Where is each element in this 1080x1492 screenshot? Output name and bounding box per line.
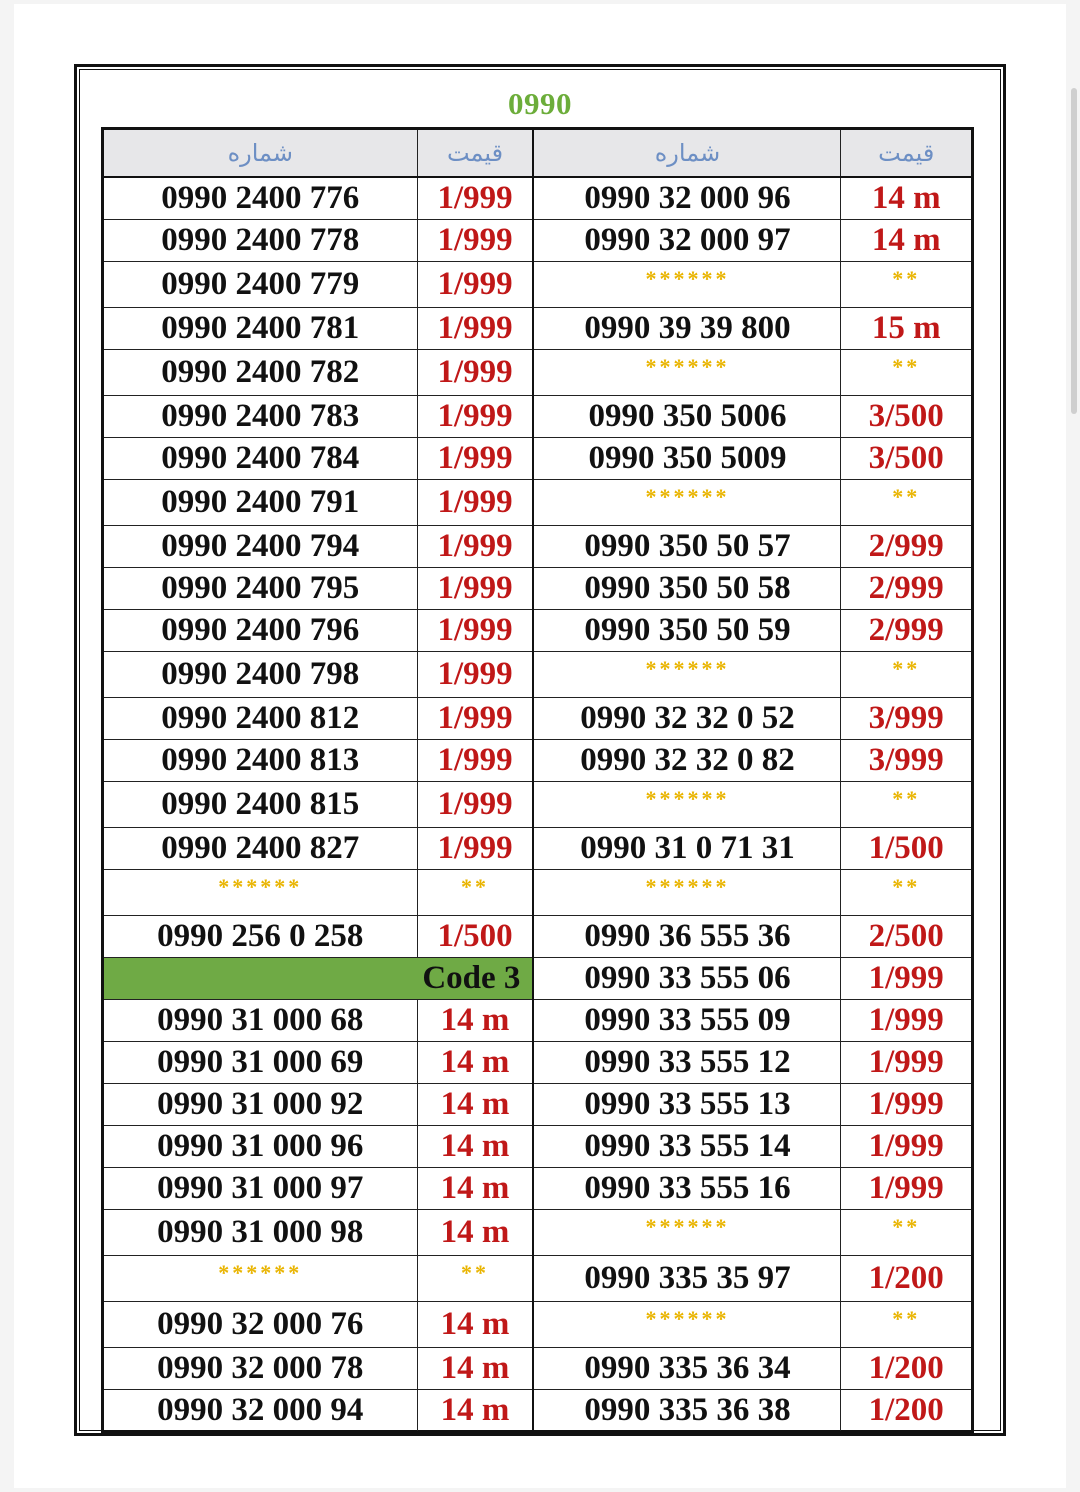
number-cell-right: 0990 350 50 59 xyxy=(533,610,841,652)
number-cell-right: ****** xyxy=(533,870,841,916)
number-cell-left: 0990 32 000 94 xyxy=(103,1390,418,1433)
price-cell-left: 1/999 xyxy=(417,480,533,526)
price-cell-left: 1/999 xyxy=(417,828,533,870)
number-cell-left: 0990 2400 791 xyxy=(103,480,418,526)
number-cell-left: 0990 2400 795 xyxy=(103,568,418,610)
table-row xyxy=(103,916,973,958)
number-cell-left: 0990 2400 779 xyxy=(103,262,418,308)
price-table-body xyxy=(103,129,973,1433)
table-row xyxy=(103,438,973,480)
price-cell-left: 14 m xyxy=(417,1168,533,1210)
number-cell-right: 0990 31 0 71 31 xyxy=(533,828,841,870)
price-cell-left: 14 m xyxy=(417,1210,533,1256)
number-cell-right: 0990 350 5006 xyxy=(533,396,841,438)
number-cell-right: 0990 33 555 06 xyxy=(533,958,841,1000)
number-cell-right: 0990 33 555 09 xyxy=(533,1000,841,1042)
number-cell-right: 0990 350 5009 xyxy=(533,438,841,480)
number-cell-left: 0990 2400 778 xyxy=(103,220,418,262)
number-cell-right: 0990 32 32 0 52 xyxy=(533,698,841,740)
number-cell-right: 0990 32 000 97 xyxy=(533,220,841,262)
table-row xyxy=(103,1168,973,1210)
number-cell-left: 0990 2400 815 xyxy=(103,782,418,828)
price-cell-left: 14 m xyxy=(417,1084,533,1126)
number-cell-left: 0990 31 000 69 xyxy=(103,1042,418,1084)
header-price-right: قیمت xyxy=(841,129,973,178)
price-cell-left: 1/999 xyxy=(417,740,533,782)
price-cell-right: 1/999 xyxy=(841,1000,973,1042)
header-number-right: شماره xyxy=(533,129,841,178)
price-cell-right: 1/200 xyxy=(841,1256,973,1302)
number-cell-right: 0990 32 000 96 xyxy=(533,177,841,220)
table-row xyxy=(103,698,973,740)
table-row xyxy=(103,1000,973,1042)
price-cell-right: 1/500 xyxy=(841,828,973,870)
code-section-label: Code 3 xyxy=(103,958,534,1000)
number-cell-left: 0990 2400 784 xyxy=(103,438,418,480)
price-cell-left: 1/999 xyxy=(417,610,533,652)
number-cell-left: 0990 256 0 258 xyxy=(103,916,418,958)
number-cell-left: ****** xyxy=(103,870,418,916)
number-cell-left: 0990 31 000 98 xyxy=(103,1210,418,1256)
number-cell-right: ****** xyxy=(533,1302,841,1348)
price-cell-right: ** xyxy=(841,782,973,828)
price-cell-right: 1/200 xyxy=(841,1390,973,1433)
table-row xyxy=(103,610,973,652)
price-cell-left: 14 m xyxy=(417,1126,533,1168)
table-row xyxy=(103,828,973,870)
number-cell-right: 0990 335 35 97 xyxy=(533,1256,841,1302)
number-cell-left: ****** xyxy=(103,1256,418,1302)
table-row xyxy=(103,1348,973,1390)
number-cell-left: 0990 2400 798 xyxy=(103,652,418,698)
table-row xyxy=(103,740,973,782)
table-row xyxy=(103,568,973,610)
price-cell-right: 1/200 xyxy=(841,1348,973,1390)
price-cell-left: 14 m xyxy=(417,1000,533,1042)
price-cell-right: 1/999 xyxy=(841,1168,973,1210)
header-number-left: شماره xyxy=(103,129,418,178)
table-row xyxy=(103,1210,973,1256)
number-cell-right: ****** xyxy=(533,1210,841,1256)
number-cell-right: 0990 350 50 58 xyxy=(533,568,841,610)
number-cell-right: 0990 335 36 34 xyxy=(533,1348,841,1390)
number-cell-right: 0990 36 555 36 xyxy=(533,916,841,958)
price-cell-right: ** xyxy=(841,652,973,698)
number-cell-left: 0990 2400 781 xyxy=(103,308,418,350)
number-cell-right: 0990 33 555 12 xyxy=(533,1042,841,1084)
number-cell-left: 0990 31 000 96 xyxy=(103,1126,418,1168)
price-cell-right: 3/500 xyxy=(841,396,973,438)
price-cell-left: 14 m xyxy=(417,1302,533,1348)
table-row xyxy=(103,308,973,350)
price-cell-left: 1/999 xyxy=(417,438,533,480)
price-cell-right: 1/999 xyxy=(841,1126,973,1168)
number-cell-right: 0990 350 50 57 xyxy=(533,526,841,568)
price-table xyxy=(101,127,974,1434)
number-cell-right: 0990 33 555 14 xyxy=(533,1126,841,1168)
number-cell-left: 0990 32 000 78 xyxy=(103,1348,418,1390)
number-cell-left: 0990 31 000 68 xyxy=(103,1000,418,1042)
price-cell-right: 3/999 xyxy=(841,698,973,740)
price-cell-left: 14 m xyxy=(417,1042,533,1084)
price-cell-left: 1/500 xyxy=(417,916,533,958)
table-row xyxy=(103,958,973,1000)
table-row xyxy=(103,350,973,396)
price-cell-right: 15 m xyxy=(841,308,973,350)
price-cell-left: 1/999 xyxy=(417,308,533,350)
number-cell-left: 0990 2400 783 xyxy=(103,396,418,438)
price-cell-right: 1/999 xyxy=(841,958,973,1000)
number-cell-left: 0990 2400 813 xyxy=(103,740,418,782)
table-row xyxy=(103,1126,973,1168)
price-cell-right: 1/999 xyxy=(841,1084,973,1126)
price-cell-right: 14 m xyxy=(841,177,973,220)
table-row xyxy=(103,396,973,438)
table-row xyxy=(103,262,973,308)
table-row xyxy=(103,870,973,916)
number-cell-left: 0990 2400 812 xyxy=(103,698,418,740)
price-cell-left: 1/999 xyxy=(417,568,533,610)
price-cell-left: 1/999 xyxy=(417,698,533,740)
price-cell-right: ** xyxy=(841,1210,973,1256)
price-cell-right: 2/999 xyxy=(841,610,973,652)
price-cell-right: 2/999 xyxy=(841,568,973,610)
price-cell-left: 14 m xyxy=(417,1348,533,1390)
table-row xyxy=(103,177,973,220)
number-cell-left: 0990 2400 827 xyxy=(103,828,418,870)
table-row xyxy=(103,1256,973,1302)
price-cell-left: ** xyxy=(417,870,533,916)
number-cell-right: ****** xyxy=(533,480,841,526)
price-cell-left: ** xyxy=(417,1256,533,1302)
number-cell-left: 0990 31 000 97 xyxy=(103,1168,418,1210)
number-cell-left: 0990 2400 776 xyxy=(103,177,418,220)
number-cell-right: ****** xyxy=(533,782,841,828)
table-row xyxy=(103,782,973,828)
number-cell-right: 0990 32 32 0 82 xyxy=(533,740,841,782)
price-cell-right: ** xyxy=(841,870,973,916)
table-row xyxy=(103,526,973,568)
number-cell-right: 0990 33 555 13 xyxy=(533,1084,841,1126)
table-row xyxy=(103,220,973,262)
number-cell-left: 0990 2400 782 xyxy=(103,350,418,396)
price-cell-right: ** xyxy=(841,1302,973,1348)
price-cell-left: 1/999 xyxy=(417,526,533,568)
price-cell-right: 14 m xyxy=(841,220,973,262)
price-cell-right: ** xyxy=(841,480,973,526)
scrollbar-thumb[interactable] xyxy=(1071,88,1077,414)
number-cell-right: 0990 33 555 16 xyxy=(533,1168,841,1210)
price-cell-right: 1/999 xyxy=(841,1042,973,1084)
price-cell-left: 1/999 xyxy=(417,782,533,828)
price-cell-right: 2/500 xyxy=(841,916,973,958)
page-title: 0990 xyxy=(508,86,572,121)
number-cell-left: 0990 2400 794 xyxy=(103,526,418,568)
number-cell-left: 0990 31 000 92 xyxy=(103,1084,418,1126)
number-cell-right: ****** xyxy=(533,262,841,308)
price-cell-left: 1/999 xyxy=(417,652,533,698)
price-cell-left: 1/999 xyxy=(417,177,533,220)
header-price-left: قیمت xyxy=(417,129,533,178)
price-cell-right: ** xyxy=(841,350,973,396)
table-row xyxy=(103,1302,973,1348)
number-cell-left: 0990 2400 796 xyxy=(103,610,418,652)
price-cell-left: 14 m xyxy=(417,1390,533,1433)
number-cell-right: ****** xyxy=(533,350,841,396)
table-header-row xyxy=(103,129,973,178)
price-cell-right: 3/500 xyxy=(841,438,973,480)
table-row xyxy=(103,1084,973,1126)
price-cell-left: 1/999 xyxy=(417,220,533,262)
price-cell-right: ** xyxy=(841,262,973,308)
price-cell-left: 1/999 xyxy=(417,262,533,308)
price-cell-left: 1/999 xyxy=(417,396,533,438)
number-cell-right: 0990 39 39 800 xyxy=(533,308,841,350)
number-cell-left: 0990 32 000 76 xyxy=(103,1302,418,1348)
number-cell-right: ****** xyxy=(533,652,841,698)
table-row xyxy=(103,652,973,698)
table-row xyxy=(103,480,973,526)
price-cell-left: 1/999 xyxy=(417,350,533,396)
table-row xyxy=(103,1042,973,1084)
price-cell-right: 3/999 xyxy=(841,740,973,782)
price-cell-right: 2/999 xyxy=(841,526,973,568)
table-row xyxy=(103,1390,973,1433)
number-cell-right: 0990 335 36 38 xyxy=(533,1390,841,1433)
